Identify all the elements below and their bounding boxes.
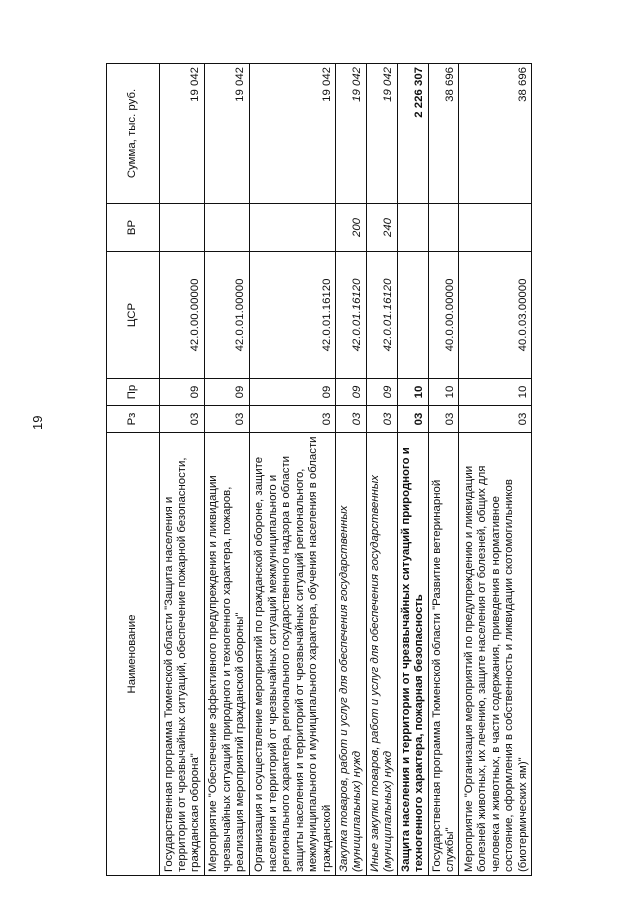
page-number: 19 (30, 415, 45, 430)
cell-pr: 10 (459, 379, 532, 406)
cell-csr: 42.0.01.16120 (366, 252, 397, 379)
cell-vr: 240 (366, 204, 397, 252)
cell-sum: 38 696 (459, 64, 532, 204)
header-csr: ЦСР (107, 252, 160, 379)
cell-pr: 10 (428, 379, 459, 406)
cell-sum: 19 042 (204, 64, 249, 204)
cell-sum: 19 042 (366, 64, 397, 204)
table-row (459, 64, 532, 876)
cell-name: Организация и осуществление мероприятий по гражданской обороне, защите населения и территорий от чрезвычайных ситуаций межмуниципального и регионального характера, регионального государственного надзора в области защиты населения и территорий от чрезвычайных ситуаций регионального, межмуниципального и муниципального характера, обучения населения в области гражданской (249, 433, 335, 876)
table-row (204, 64, 249, 876)
cell-rz: 03 (204, 406, 249, 433)
table-row (335, 64, 366, 876)
cell-name: Государственная программа Тюменской области "Защита населения и территории от чрезвычайных ситуаций, обеспечение пожарной безопасности, гражданская оборона" (160, 433, 205, 876)
cell-pr: 09 (366, 379, 397, 406)
cell-pr: 10 (397, 379, 428, 406)
cell-sum: 19 042 (160, 64, 205, 204)
cell-csr: 42.0.00.00000 (160, 252, 205, 379)
cell-name: Закупка товаров, работ и услуг для обеспечения государственных (муниципальных) нужд (335, 433, 366, 876)
cell-csr: 42.0.01.16120 (249, 252, 335, 379)
cell-pr: 09 (249, 379, 335, 406)
cell-vr: 200 (335, 204, 366, 252)
cell-vr (204, 204, 249, 252)
table-row (160, 64, 205, 876)
cell-sum: 38 696 (428, 64, 459, 204)
cell-rz: 03 (160, 406, 205, 433)
cell-vr (160, 204, 205, 252)
header-name: Наименование (107, 433, 160, 876)
table-row (366, 64, 397, 876)
cell-rz: 03 (397, 406, 428, 433)
cell-rz: 03 (459, 406, 532, 433)
cell-sum: 2 226 307 (397, 64, 428, 204)
cell-rz: 03 (335, 406, 366, 433)
cell-vr (249, 204, 335, 252)
cell-name: Защита населения и территории от чрезвычайных ситуаций природного и техногенного характера, пожарная безопасность (397, 433, 428, 876)
cell-name: Государственная программа Тюменской области "Развитие ветеринарной службы" (428, 433, 459, 876)
cell-rz: 03 (366, 406, 397, 433)
header-vr: ВР (107, 204, 160, 252)
cell-name: Мероприятие "Обеспечение эффективного предупреждения и ликвидации чрезвычайных ситуаций природного и техногенного характера, пожаров, реализация мероприятий гражданской обороны" (204, 433, 249, 876)
cell-sum: 19 042 (335, 64, 366, 204)
table-row (428, 64, 459, 876)
cell-csr: 40.0.00.00000 (428, 252, 459, 379)
cell-pr: 09 (160, 379, 205, 406)
cell-pr: 09 (335, 379, 366, 406)
table-row (249, 64, 335, 876)
table-header-row (107, 64, 160, 876)
header-pr: Пр (107, 379, 160, 406)
cell-sum: 19 042 (249, 64, 335, 204)
cell-csr: 42.0.01.16120 (335, 252, 366, 379)
cell-rz: 03 (428, 406, 459, 433)
cell-pr: 09 (204, 379, 249, 406)
cell-csr (397, 252, 428, 379)
cell-csr: 40.0.03.00000 (459, 252, 532, 379)
cell-name: Мероприятие "Организация мероприятий по предупреждению и ликвидации болезней животных, их лечению, защите населения от болезней, общих для человека и животных, в части содержания, приведения в нормативное состояние, оформления в собственность и ликвидации скотомогильников (биотермических ям)" (459, 433, 532, 876)
rotated-table-wrapper (106, 64, 532, 876)
cell-name: Иные закупки товаров, работ и услуг для обеспечения государственных (муниципальных) нужд (366, 433, 397, 876)
cell-rz: 03 (249, 406, 335, 433)
budget-table (106, 63, 532, 876)
cell-vr (397, 204, 428, 252)
cell-vr (428, 204, 459, 252)
cell-vr (459, 204, 532, 252)
table-row (397, 64, 428, 876)
cell-csr: 42.0.01.00000 (204, 252, 249, 379)
header-sum: Сумма, тыс. руб. (107, 64, 160, 204)
header-rz: Рз (107, 406, 160, 433)
